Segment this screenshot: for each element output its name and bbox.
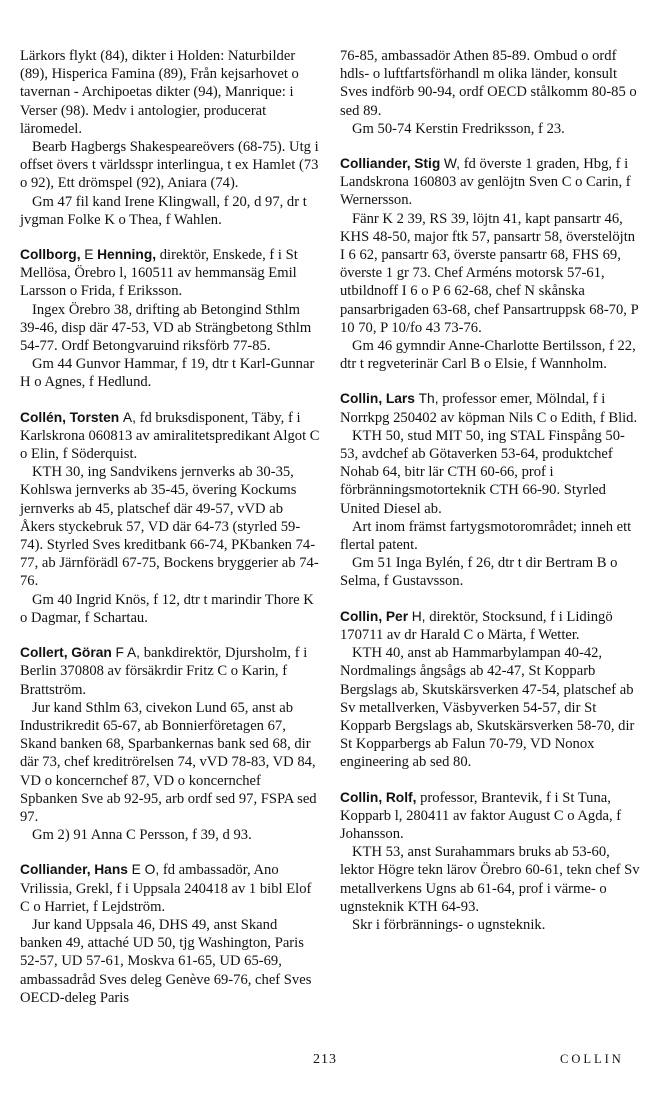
entry-bio: 76-85, ambassadör Athen 85-89. Ombud o ordf hdls- o luftfartsförhandl m olika länder, konsult Sves indförb 90-94, ordf OECD stålkomm 80-85 o sed 89. <box>340 48 637 119</box>
entry-initials: W, <box>443 156 461 172</box>
entry-surname: Colliander, <box>340 156 411 172</box>
entry-bio: direktör, Stocksund, f i Lidingö 170711 av dr Harald C o Märta, f Wetter. <box>340 608 613 643</box>
entry-collin-lars <box>340 390 640 590</box>
entry-colliander-hans <box>20 861 320 1007</box>
entry-given-name: Per <box>385 608 409 624</box>
entry-given-name: Torsten <box>69 409 120 425</box>
left-column <box>20 47 320 1024</box>
entry-paragraph: Bearb Hagbergs Shakespeareövers (68-75). Utg i offset övers t världsspr interlingua, t ex Hamlet (73 o 92), Ett drömspel (92), Aniara (74). <box>20 139 319 192</box>
entry-bio: Lärkors flykt (84), dikter i Holden: Naturbilder (89), Hisperica Famina (89), Från kejsarhovet o tavernan - Archipoetas dikter (94), Manrique: i Verser (98). Medv i antologier, producerat läromedel. <box>20 48 299 137</box>
entry-paragraph: Gm 50-74 Kerstin Fredriksson, f 23. <box>352 120 565 137</box>
entry-continuation <box>20 47 320 229</box>
entry-paragraph: Art inom främst fartygsmotorområdet; inneh ett flertal patent. <box>340 518 632 554</box>
entry-bio: fd bruksdisponent, Täby, f i Karlskrona 060813 av amiralitetspredikant Algot C o Elin, f Söderquist. <box>20 409 320 463</box>
entry-continuation <box>340 47 640 138</box>
entry-collin-per <box>340 608 640 772</box>
entry-surname: Collin, <box>340 789 383 805</box>
entry-paragraph: Gm 2) 91 Anna C Persson, f 39, d 93. <box>32 827 252 844</box>
entry-collin-rolf <box>340 789 640 935</box>
entry-paragraph: KTH 30, ing Sandvikens jernverks ab 30-35, Kohlswa jernverks ab 35-45, övering Kockums jernverks ab 45, platschef där 49-57, vVD ab Åkers styckebruk 57, VD där 64-73 (styrled 59-74). Styrled Sves kreditbank 66-74, PKbanken 74-77, ab Järnförädl 67-75, Bockens bryggerier ab 74-76. <box>20 464 319 590</box>
entry-initials: F A, <box>115 645 141 661</box>
entry-bio: fd överste 1 graden, Hbg, f i Landskrona 160803 av genlöjtn Sven C o Carin, f Wernersson. <box>340 156 631 209</box>
running-head: COLLIN <box>560 1052 624 1066</box>
entry-bio: fd ambassadör, Ano Vrilissia, Grekl, f i Uppsala 240418 av 1 bibl Elof C o Harriet, f Lejdström. <box>20 862 312 915</box>
right-column <box>340 47 640 951</box>
entry-paragraph: KTH 40, anst ab Hammarbylampan 40-42, Nordmalings ångsågs ab 42-47, St Kopparb Bergslags ab, Skutskärsverken 47-54, platschef ab Sv metallverken, Väsbyverken 54-57, dir St Kopparb Bergslags ab, Skutskärsverken 58-70, dir St Kopparbergs ab Falun 70-79, VD Nonox engineering ab sed 80. <box>340 645 635 771</box>
entry-bio: professor emer, Mölndal, f i Norrkpg 250402 av köpman Nils C o Edith, f Blid. <box>340 391 638 426</box>
page-footer <box>0 1052 672 1072</box>
entry-given-name: Stig <box>414 156 441 172</box>
entry-initials: E <box>84 247 94 263</box>
entry-given-name: Lars <box>385 391 415 407</box>
entry-surname: Collin, <box>340 391 383 407</box>
entry-collert <box>20 644 320 844</box>
entry-paragraph: KTH 53, anst Surahammars bruks ab 53-60, lektor Högre tekn lärov Örebro 60-61, tekn chef Sv metallverkens Ugns ab 61-64, prof i värme- o ugnsteknik KTH 64-93. <box>340 844 640 915</box>
entry-bio: bankdirektör, Djursholm, f i Berlin 370808 av försäkrdir Fritz C o Karin, f Brattström. <box>20 645 308 698</box>
entry-surname: Collert, <box>20 645 68 661</box>
entry-paragraph: Jur kand Sthlm 63, civekon Lund 65, anst ab Industrikredit 65-67, ab Bonnierföretagen 67, Skand banken 68, Sparbankernas bank sed 68, dir där 73, chef kreditrörelsen 74, vVD 78-83, VD 84, VD o koncernchef 87, VD o koncernchef Spbanken Sve ab 92-95, arb ordf sed 97, FSPA sed 97. <box>20 699 317 825</box>
entry-paragraph: Gm 40 Ingrid Knös, f 12, dtr t marindir Thore K o Dagmar, f Schartau. <box>20 591 314 626</box>
entry-collen <box>20 409 320 627</box>
entry-given-name: Rolf, <box>385 789 417 805</box>
entry-paragraph: Gm 47 fil kand Irene Klingwall, f 20, d 97, dr t jvgman Folke K o Thea, f Wahlen. <box>20 193 307 228</box>
entry-surname: Collén, <box>20 409 66 425</box>
entry-surname: Collborg, <box>20 247 81 263</box>
entry-initials: Th, <box>418 391 439 407</box>
entry-initials: H, <box>411 608 426 624</box>
entry-initials: A, <box>122 409 136 425</box>
entry-bio: direktör, Enskede, f i St Mellösa, Örebro l, 160511 av hemmansäg Emil Larsson o Frida, f Eriksson. <box>20 247 298 300</box>
entry-paragraph: Jur kand Uppsala 46, DHS 49, anst Skand banken 49, attaché UD 50, tjg Washington, Paris 52-57, UD 57-61, Moskva 61-65, UD 65-69, ambassadråd Sves deleg Genève 69-76, chef Sves OECD-deleg Paris <box>20 916 312 1006</box>
entry-initials: E O, <box>131 862 160 878</box>
entry-collborg <box>20 246 320 392</box>
entry-surname: Colliander, <box>20 862 91 878</box>
entry-surname: Collin, <box>340 608 383 624</box>
page-number: 213 <box>313 1052 337 1067</box>
entry-given-name: Henning, <box>97 247 157 263</box>
entry-paragraph: Fänr K 2 39, RS 39, löjtn 41, kapt pansartr 46, KHS 48-50, major ftk 57, pansartr 58, överstelöjtn I 6 62, pansartr 63, överste pansartr 68, FHS 69, överste 1 gr 73. Chef Arméns motorsk 57-61, utbildnoff I 6 o P 6 62-68, chef N skånska pansarbrigaden 63-68, chef Pansartruppsk 68-70, P 10 70, P 10/fo 43 73-76. <box>340 210 639 336</box>
entry-paragraph: Ingex Örebro 38, drifting ab Betongind Sthlm 39-46, disp där 47-53, VD ab Strängbetong Sthlm 54-77. Ordf Betongvaruind riksförb 77-85. <box>20 301 312 355</box>
entry-paragraph: Gm 46 gymndir Anne-Charlotte Bertilsson, f 22, dtr t regveterinär Carl B o Elsie, f Wannholm. <box>340 338 636 373</box>
entry-bio: professor, Brantevik, f i St Tuna, Kopparb l, 280411 av faktor August C o Agda, f Johansson. <box>340 789 622 842</box>
entry-paragraph: Skr i förbrännings- o ugnsteknik. <box>352 916 546 933</box>
entry-paragraph: KTH 50, stud MIT 50, ing STAL Finspång 50-53, avdchef ab Götaverken 53-64, produktchef Nohab 64, bitr lär CTH 60-66, prof i förbränningsmotorteknik CTH 66-90. Styrled United Diesel ab. <box>340 427 625 517</box>
entry-paragraph: Gm 51 Inga Bylén, f 26, dtr t dir Bertram B o Selma, f Gustavsson. <box>340 555 618 590</box>
entry-colliander-stig <box>340 155 640 373</box>
entry-given-name: Göran <box>71 645 112 661</box>
entry-given-name: Hans <box>94 862 128 878</box>
entry-paragraph: Gm 44 Gunvor Hammar, f 19, dtr t Karl-Gunnar H o Agnes, f Hedlund. <box>20 356 315 391</box>
